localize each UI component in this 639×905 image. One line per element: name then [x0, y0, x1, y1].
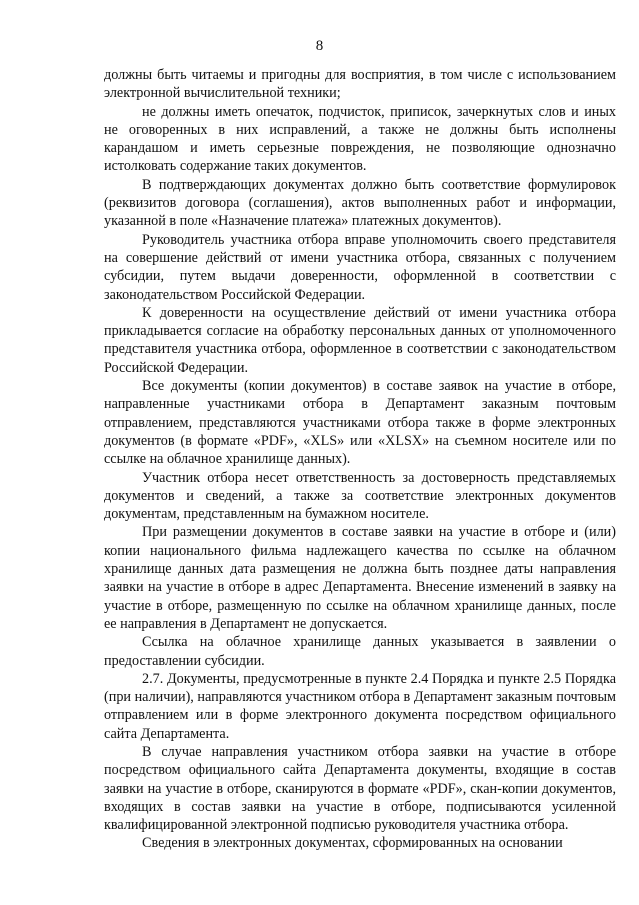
paragraph-electronic-info: Сведения в электронных документах, сформированных на основании — [142, 835, 563, 852]
paragraph-clause-2-7: 2.7. Документы, предусмотренные в пункте 2.4 Порядка и пункте 2.5 Порядка (при наличии), направляются участником отбора в Департамент заказным почтовым отправлением или в форме электронного документа посредством официального сайта Департамента. — [104, 670, 616, 742]
paragraph-cloud-placement: При размещении документов в составе заявки на участие в отборе и (или) копии национального фильма надлежащего качества по ссылке на облачном хранилище данных дата размещения не должна быть позднее даты направления заявки на участие в отборе в адрес Департамента. Внесение изменений в заявку на участие в отборе, размещенную по ссылке на облачном хранилище данных, после ее направления в Департамент не допускается. — [104, 524, 616, 632]
paragraph-power-of-attorney: К доверенности на осуществление действий от имени участника отбора прикладывается согласие на обработку персональных данных от уполномоченного представителя участника отбора, оформленное в соответствии с законодательством Российской Федерации. — [104, 304, 616, 376]
paragraph-official-site: В случае направления участником отбора заявки на участие в отборе посредством официального сайта Департамента документы, входящие в состав заявки на участие в отборе, сканируются в формате «PDF», скан-копии документов, входящих в состав заявки на участие в отборе, подписываются усиленной квалифицированной электронной подписью руководителя участника отбора. — [104, 743, 616, 834]
paragraph-representative: Руководитель участника отбора вправе уполномочить своего представителя на совершение действий от имени участника отбора, связанных с получением субсидии, путем выдачи доверенности, оформленной в соответствии с законодательством Российской Федерации. — [104, 231, 616, 303]
page-number: 8 — [315, 38, 324, 54]
paragraph-electronic-copies: Все документы (копии документов) в составе заявок на участие в отборе, направленные участниками отбора в Департамент заказным почтовым отправлением, представляются участниками отбора также в форме электронных документов (в формате «PDF», «XLS» или «XLSX» на съемном носителе или по ссылке на облачное хранилище данных). — [104, 378, 616, 468]
paragraph-no-corrections: не должны иметь опечаток, подчисток, приписок, зачеркнутых слов и иных не оговоренных в них исправлений, а также не должны быть исполнены карандашом и иметь серьезные повреждения, не позволяющие однозначно истолковать содержание таких документов. — [104, 103, 616, 175]
paragraph-cloud-link: Ссылка на облачное хранилище данных указывается в заявлении о предоставлении субсидии. — [104, 634, 616, 669]
paragraph-responsibility: Участник отбора несет ответственность за достоверность представляемых документов и сведений, а также за соответствие электронных документов документам, представленным на бумажном носителе. — [104, 469, 616, 523]
document-body — [104, 66, 616, 853]
paragraph-readability: должны быть читаемы и пригодны для восприятия, в том числе с использованием электронной вычислительной техники; — [104, 67, 616, 102]
paragraph-supporting-documents: В подтверждающих документах должно быть соответствие формулировок (реквизитов договора (соглашения), актов выполненных работ и информации, указанной в поле «Назначение платежа» платежных документов). — [104, 176, 616, 230]
